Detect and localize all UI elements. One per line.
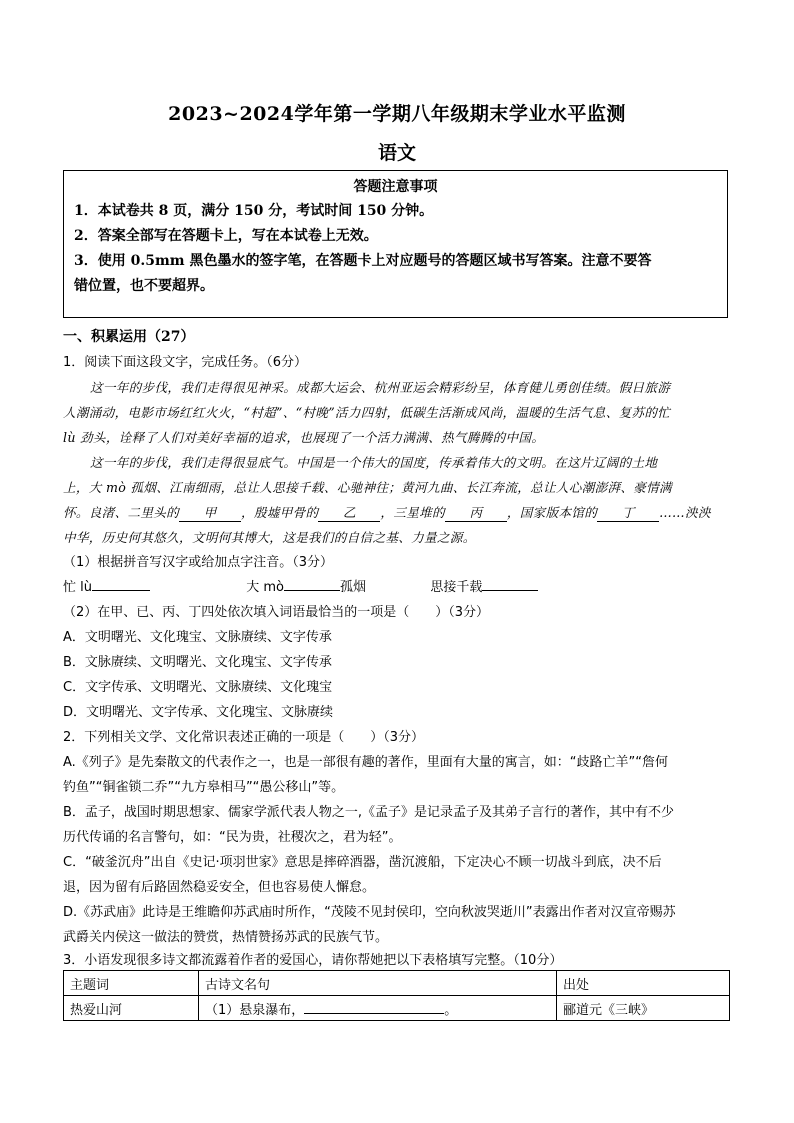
exam-title: 2023~2024学年第一学期八年级期末学业水平监测 [168,103,626,125]
quote-suffix: 。 [444,1002,458,1018]
q2-option-a[interactable]: A.《列子》是先秦散文的代表作之一，也是一部很有趣的著作，里面有大量的寓言，如：“歧路亡羊”“詹何 [63,755,669,770]
answer-blank[interactable] [284,590,340,591]
option-a[interactable]: A．文明曙光、文化瑰宝、文脉赓续、文字传承 [63,630,332,645]
cell-source: 郦道元《三峡》 [557,996,730,1021]
header-theme: 主题词 [64,971,199,996]
option-d[interactable]: D．文明曙光、文字传承、文化瑰宝、文脉赓续 [63,705,334,720]
section-heading: 一、积累运用（27） [63,329,195,345]
q2-option-d-cont: 武爵关内侯这一做法的赞赏，热情赞扬苏武的民族气节。 [63,930,389,945]
option-c[interactable]: C．文字传承、文明曙光、文脉赓续、文化瑰宝 [63,680,333,695]
item-label: 大 mò [246,580,285,595]
notice-box [63,170,728,318]
passage-fragment: ，三星堆的 [380,505,445,520]
passage-fragment: ，国家版本馆的 [506,505,598,520]
q1-sub1-items [63,576,733,595]
q3-stem: 3．小语发现很多诗文都流露着作者的爱国心，请你帮她把以下表格填写完整。（10分） [63,953,563,968]
q2-option-b-cont: 历代传诵的名言警句，如：“民为贵，社稷次之，君为轻”。 [63,830,402,845]
cell-theme: 热爱山河 [64,996,199,1021]
quote-prefix: （1）悬泉瀑布， [205,1002,305,1018]
header-quote: 古诗文名句 [199,971,557,996]
notice-item: 1．本试卷共 8 页，满分 150 分，考试时间 150 分钟。 [74,203,434,219]
notice-item: 2．答案全部写在答题卡上，写在本试卷上无效。 [74,228,378,244]
table-row [64,996,730,1021]
q2-option-c-cont: 退，因为留有后路固然稳妥安全，但也容易使人懈怠。 [63,880,376,895]
blank-ding[interactable]: 丁 [597,502,659,522]
passage-fragment: 怀。良渚、二里头的 [63,505,180,520]
passage-line: 这一年的步伐，我们走得很见神采。成都大运会、杭州亚运会精彩纷呈，体育健儿勇创佳绩。假日旅游 [90,380,671,395]
answer-blank[interactable] [92,590,150,591]
q2-option-a-cont: 钓鱼”“铜雀锁二乔”“九方皋相马”“愚公移山”等。 [63,780,345,795]
cell-quote [199,996,557,1021]
notice-heading: 答题注意事项 [353,179,438,195]
answer-blank[interactable] [304,1013,444,1014]
q2-option-d[interactable]: D.《苏武庙》此诗是王维瞻仰苏武庙时所作，“茂陵不见封侯印，空向秋波哭逝川”表露出作者对汉宣帝赐苏 [63,905,676,920]
blank-bing[interactable]: 丙 [445,502,507,522]
answer-blank[interactable] [482,590,538,591]
passage-line-blanks [63,502,733,522]
q2-option-b[interactable]: B．孟子，战国时期思想家、儒家学派代表人物之一,《孟子》是记录孟子及其弟子言行的著作，其中有不少 [63,805,675,820]
passage-line: 中华，历史何其悠久，文明何其博大，这是我们的自信之基、力量之源。 [63,530,476,545]
q2-option-c[interactable]: C．“破釜沉舟”出自《史记·项羽世家》意思是摔碎酒器，凿沉渡船，下定决心不顾一切战斗到底，决不后 [63,855,662,870]
item-label: 忙 lù [63,580,92,595]
blank-jia[interactable]: 甲 [179,502,241,522]
notice-item: 错位置，也不要超界。 [74,278,214,294]
q1-stem: 1．阅读下面这段文字，完成任务。（6分） [63,355,308,370]
passage-fragment: ，殷墟甲骨的 [241,505,319,520]
passage-line: lù 劲头，诠释了人们对美好幸福的追求，也展现了一个活力满满、热气腾腾的中国。 [63,430,545,445]
option-b[interactable]: B．文脉赓续、文明曙光、文化瑰宝、文字传承 [63,655,332,670]
passage-line: 人潮涌动，电影市场红红火火，“村超”、“村晚”活力四射，低碳生活渐成风尚，温暖的生活气息、复苏的忙 [63,405,671,420]
subject-title: 语文 [377,142,416,164]
q1-sub2: （2）在甲、已、丙、丁四处依次填入词语最恰当的一项是（ ）（3分） [63,605,490,620]
blank-yi[interactable]: 乙 [318,502,380,522]
passage-fragment: ……泱泱 [659,505,711,520]
header-source: 出处 [557,971,730,996]
q3-table [63,970,730,1021]
item-label: 思接千载 [430,580,483,595]
notice-item: 3．使用 0.5mm 黑色墨水的签字笔，在答题卡上对应题号的答题区域书写答案。注意不要答 [74,253,652,269]
table-header-row [64,971,730,996]
item-label: 孤烟 [340,580,367,595]
q2-stem: 2．下列相关文学、文化常识表述正确的一项是（ ）（3分） [63,730,425,745]
passage-line: 这一年的步伐，我们走得很显底气。中国是一个伟大的国度，传承着伟大的文明。在这片辽阔的土地 [90,455,658,470]
passage-line: 上，大 mò 孤烟、江南细雨，总让人思接千载、心驰神往；黄河九曲、长江奔流，总让人心潮澎湃、豪情满 [63,480,672,495]
q1-sub1: （1）根据拼音写汉字或给加点字注音。（3分） [63,555,334,570]
